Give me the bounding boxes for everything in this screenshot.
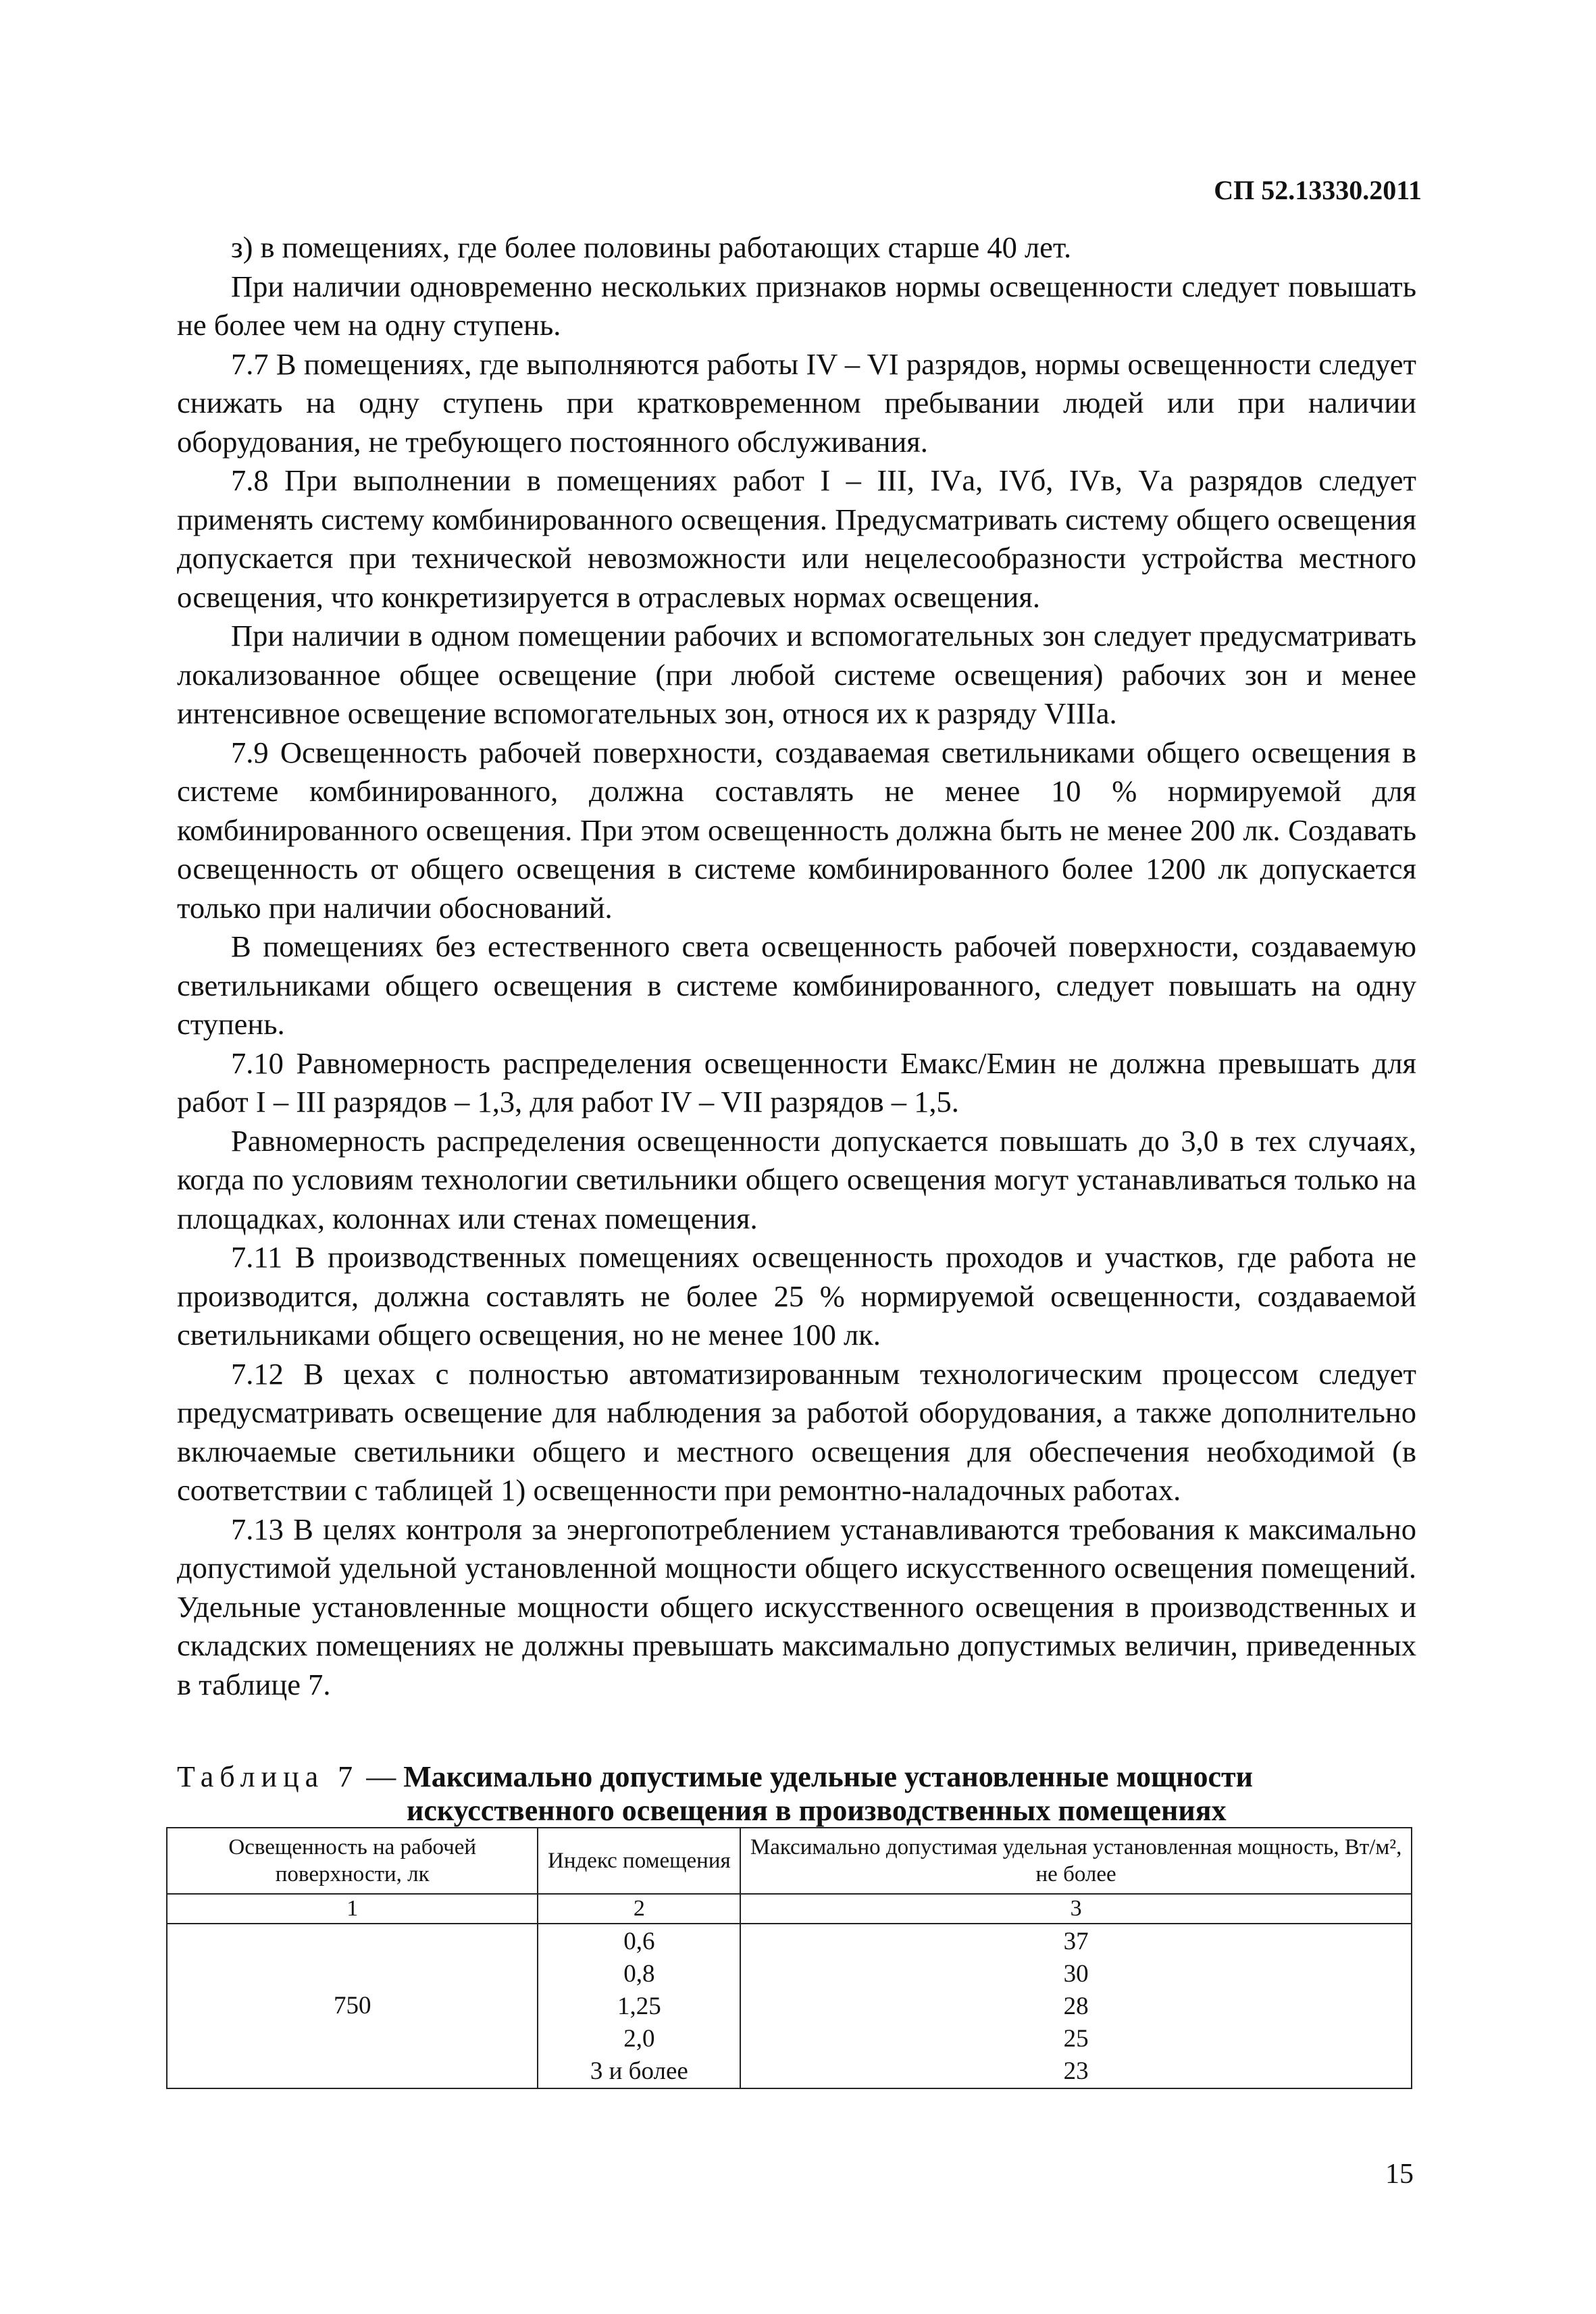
illuminance-cell: 750: [167, 1924, 538, 2088]
paragraph-7-11: 7.11 В производственных помещениях освещенность проходов и участков, где работа не производится, должна составлять не более 25 % нормируемой освещенности, создаваемой светильниками общего освещения, но не менее 100 лк.: [177, 1240, 1416, 1352]
paragraph-7-9: 7.9 Освещенность рабочей поверхности, создаваемая светильниками общего освещения в системе комбинированного, должна составлять не менее 10 % нормируемой для комбинированного освещения. При этом освещенность должна быть не менее 200 лк. Создавать освещенность от общего освещения в системе комбинированного более 1200 лк допускается только при наличии обоснований.: [177, 735, 1416, 925]
room-index-value: 2,0: [623, 2025, 655, 2053]
column-number: 2: [538, 1894, 740, 1924]
paragraph-7-7: 7.7 В помещениях, где выполняются работы IV – VI разрядов, нормы освещенности следует снижать на одну ступень при кратковременном пребывании людей или при наличии оборудования, не требующего постоянного обслуживания.: [177, 346, 1416, 459]
paragraph-7-10: 7.10 Равномерность распределения освещенности Емакс/Емин не должна превышать для работ I – III разрядов – 1,3, для работ IV – VII разрядов – 1,5.: [177, 1046, 1416, 1119]
paragraph-item-z: з) в помещениях, где более половины работающих старше 40 лет.: [231, 230, 1072, 264]
table-title-line2: искусственного освещения в производственных помещениях: [407, 1794, 1227, 1827]
room-index-value: 1,25: [617, 1992, 661, 2020]
table-caption: [177, 1760, 1416, 1828]
max-power-value: 28: [1063, 1992, 1089, 2020]
table-label: Таблица 7: [177, 1760, 359, 1793]
paragraph: Равномерность распределения освещенности допускается повышать до 3,0 в тех случаях, когда по условиям технологии светильники общего освещения могут устанавливаться только на площадках, колоннах или стенах помещения.: [177, 1123, 1416, 1235]
column-number: 3: [740, 1894, 1412, 1924]
header-room-index: Индекс помещения: [538, 1828, 740, 1894]
room-index-value: 3 и более: [590, 2057, 688, 2085]
max-power-value: 25: [1063, 2025, 1089, 2053]
max-power-value: 30: [1063, 1960, 1089, 1988]
paragraph-7-13: 7.13 В целях контроля за энергопотреблением устанавливаются требования к максимально допустимой удельной установленной мощности общего искусственного освещения помещений. Удельные установленные мощности общего искусственного освещения в производственных и складских помещениях не должны превышать максимально допустимых величин, приведенных в таблице 7.: [177, 1512, 1416, 1701]
document-code: СП 52.13330.2011: [1214, 175, 1422, 205]
header-illuminance: Освещенность на рабочей поверхности, лк: [167, 1828, 538, 1894]
body-text: [177, 228, 1416, 1704]
table-row: [167, 1924, 1412, 2088]
header-max-power: Максимально допустимая удельная установленная мощность, Вт/м², не более: [740, 1828, 1412, 1894]
paragraph: При наличии в одном помещении рабочих и вспомогательных зон следует предусматривать локализованное общее освещение (при любой системе освещения) рабочих зон и менее интенсивное освещение вспомогательных зон, относя их к разряду VIIIа.: [177, 619, 1416, 730]
room-index-value: 0,8: [623, 1960, 655, 1988]
power-norms-table: [166, 1827, 1412, 2089]
paragraph: При наличии одновременно нескольких признаков нормы освещенности следует повышать не более чем на одну ступень.: [177, 269, 1416, 342]
max-power-cell: [740, 1924, 1412, 2088]
column-number: 1: [167, 1894, 538, 1924]
page-number: 15: [1385, 2159, 1414, 2190]
paragraph-7-12: 7.12 В цехах с полностью автоматизированным технологическим процессом следует предусматривать освещение для наблюдения за работой оборудования, а также дополнительно включаемые светильники общего и местного освещения для обеспечения необходимой (в соответствии с таблицей 1) освещенности при ремонтно-наладочных работах.: [177, 1356, 1416, 1507]
table-title-line1: Максимально допустимые удельные установленные мощности: [403, 1760, 1253, 1793]
room-index-cell: [538, 1924, 740, 2088]
room-index-value: 0,6: [623, 1928, 655, 1955]
paragraph-7-8: 7.8 При выполнении в помещениях работ I – III, IVа, IVб, IVв, Vа разрядов следует применять систему комбинированного освещения. Предусматривать систему общего освещения допускается при технической невозможности или нецелесообразности устройства местного освещения, что конкретизируется в отраслевых нормах освещения.: [177, 463, 1416, 614]
max-power-value: 37: [1063, 1928, 1089, 1955]
caption-dash: —: [359, 1760, 404, 1793]
paragraph: В помещениях без естественного света освещенность рабочей поверхности, создаваемую светильниками общего освещения в системе комбинированного, следует повышать на одну ступень.: [177, 929, 1416, 1041]
max-power-value: 23: [1063, 2057, 1089, 2085]
